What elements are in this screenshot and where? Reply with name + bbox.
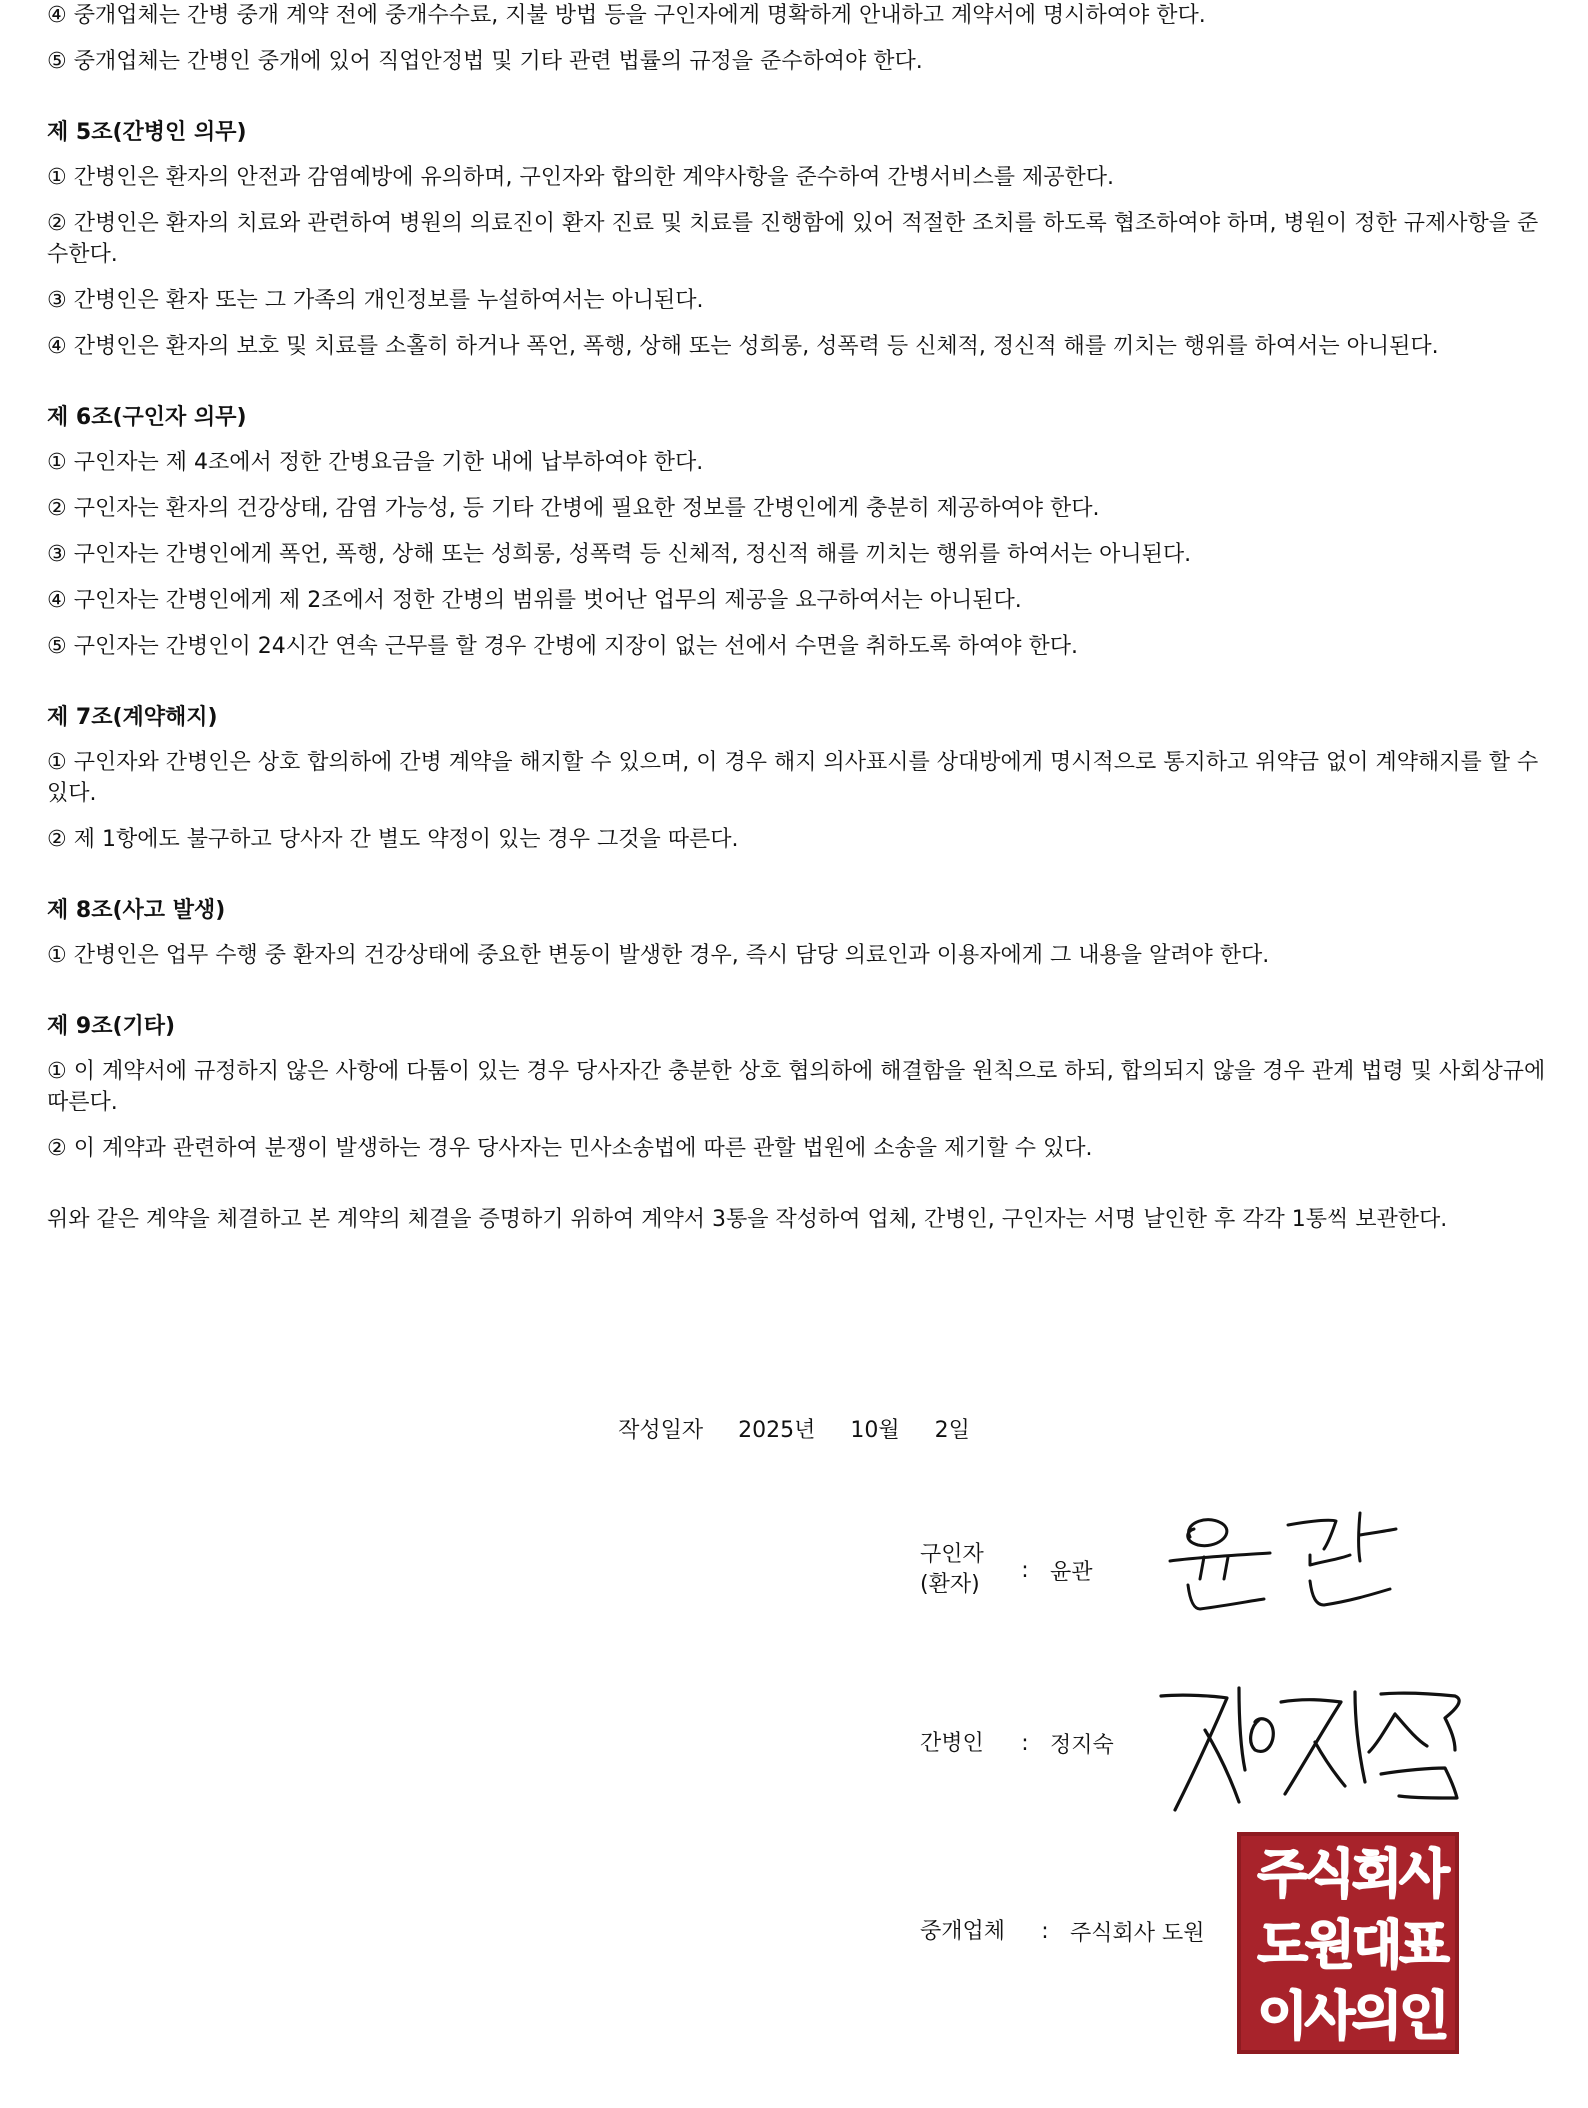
signatory-name: 주식회사 도원: [1070, 1921, 1205, 1946]
signatory-caregiver: [920, 1728, 1150, 1759]
clause-item: ⑤ 구인자는 간병인이 24시간 연속 근무를 할 경우 간병에 지장이 없는 선에서 수면을 취하도록 하여야 한다.: [47, 634, 1078, 659]
article-title: 제 8조(사고 발생): [47, 898, 226, 923]
clause-item: ① 구인자는 제 4조에서 정한 간병요금을 기한 내에 납부하여야 한다.: [47, 450, 704, 475]
seal-text: [1247, 1840, 1457, 2053]
seal-line: 도원대표: [1257, 1916, 1447, 1976]
article-5: [47, 117, 1547, 362]
article-title: 제 5조(간병인 의무): [47, 120, 247, 145]
date-line: [0, 1413, 1588, 1444]
client-signature-image: [1160, 1505, 1420, 1625]
date-day: 2일: [934, 1418, 970, 1443]
signatory-label: [920, 1540, 1000, 1600]
article-6: [47, 402, 1547, 662]
signatory-colon: :: [1021, 1731, 1029, 1756]
signatory-name: 정지숙: [1050, 1733, 1114, 1758]
article-9: [47, 1011, 1547, 1164]
clause-item: ⑤ 중개업체는 간병인 중개에 있어 직업안정법 및 기타 관련 법률의 규정을 준수하여야 한다.: [47, 49, 923, 74]
article-8: [47, 895, 1547, 971]
clause-item: ④ 중개업체는 간병 중개 계약 전에 중개수수료, 지불 방법 등을 구인자에게 명확하게 안내하고 계약서에 명시하여야 한다.: [47, 3, 1206, 28]
contract-document: [47, 0, 1547, 1235]
clause-item: ① 이 계약서에 규정하지 않은 사항에 다툼이 있는 경우 당사자간 충분한 상호 협의하에 해결함을 원칙으로 하되, 합의되지 않을 경우 관계 법령 및 사회상규에 따른다.: [47, 1059, 1546, 1115]
date-month: 10월: [850, 1418, 900, 1443]
clause-item: ② 제 1항에도 불구하고 당사자 간 별도 약정이 있는 경우 그것을 따른다.: [47, 827, 739, 852]
clause-item: ② 구인자는 환자의 건강상태, 감염 가능성, 등 기타 간병에 필요한 정보를 간병인에게 충분히 제공하여야 한다.: [47, 496, 1100, 521]
caregiver-signature-image: [1155, 1670, 1505, 1830]
clause-item: ① 간병인은 환자의 안전과 감염예방에 유의하며, 구인자와 합의한 계약사항을 준수하여 간병서비스를 제공한다.: [47, 165, 1114, 190]
clause-item: ④ 구인자는 간병인에게 제 2조에서 정한 간병의 범위를 벗어난 업무의 제공을 요구하여서는 아니된다.: [47, 588, 1022, 613]
closing-statement: 위와 같은 계약을 체결하고 본 계약의 체결을 증명하기 위하여 계약서 3통을 작성하여 업체, 간병인, 구인자는 서명 날인한 후 각각 1통씩 보관한다.: [47, 1207, 1448, 1232]
signatory-colon: :: [1041, 1919, 1049, 1944]
date-label: 작성일자: [618, 1418, 704, 1443]
signatory-client: [920, 1540, 1150, 1600]
clause-item: ① 구인자와 간병인은 상호 합의하에 간병 계약을 해지할 수 있으며, 이 경우 해지 의사표시를 상대방에게 명시적으로 통지하고 위약금 없이 계약해지를 할 수 있다.: [47, 750, 1539, 806]
signatory-name: 윤관: [1050, 1559, 1093, 1585]
clause-item: ② 간병인은 환자의 치료와 관련하여 병원의 의료진이 환자 진료 및 치료를 진행함에 있어 적절한 조치를 하도록 협조하여야 하며, 병원이 정한 규제사항을 준수한다.: [47, 211, 1539, 267]
signatory-label-line: 구인자: [920, 1542, 984, 1567]
article-title: 제 9조(기타): [47, 1014, 176, 1039]
signatory-label: 간병인: [920, 1730, 984, 1756]
article-title: 제 7조(계약해지): [47, 705, 218, 730]
article-title: 제 6조(구인자 의무): [47, 405, 247, 430]
seal-line: 주식회사: [1257, 1845, 1447, 1905]
clause-item: ③ 구인자는 간병인에게 폭언, 폭행, 상해 또는 성희롱, 성폭력 등 신체적, 정신적 해를 끼치는 행위를 하여서는 아니된다.: [47, 542, 1192, 567]
signatory-label-line: (환자): [920, 1572, 980, 1597]
clause-item: ① 간병인은 업무 수행 중 환자의 건강상태에 중요한 변동이 발생한 경우, 즉시 담당 의료인과 이용자에게 그 내용을 알려야 한다.: [47, 943, 1270, 968]
date-year: 2025년: [738, 1418, 816, 1443]
company-seal: [1237, 1832, 1459, 2054]
clause-item: ④ 간병인은 환자의 보호 및 치료를 소홀히 하거나 폭언, 폭행, 상해 또는 성희롱, 성폭력 등 신체적, 정신적 해를 끼치는 행위를 하여서는 아니된다.: [47, 334, 1439, 359]
clause-item: ② 이 계약과 관련하여 분쟁이 발생하는 경우 당사자는 민사소송법에 따른 관할 법원에 소송을 제기할 수 있다.: [47, 1136, 1093, 1161]
top-items: [47, 0, 1547, 77]
clause-item: ③ 간병인은 환자 또는 그 가족의 개인정보를 누설하여서는 아니된다.: [47, 288, 704, 313]
signatory-colon: :: [1021, 1557, 1029, 1583]
article-7: [47, 702, 1547, 855]
signatory-label: 중개업체: [920, 1918, 1006, 1944]
seal-line: 이사의인: [1257, 1987, 1447, 2047]
signatory-agency: [920, 1916, 1230, 1947]
